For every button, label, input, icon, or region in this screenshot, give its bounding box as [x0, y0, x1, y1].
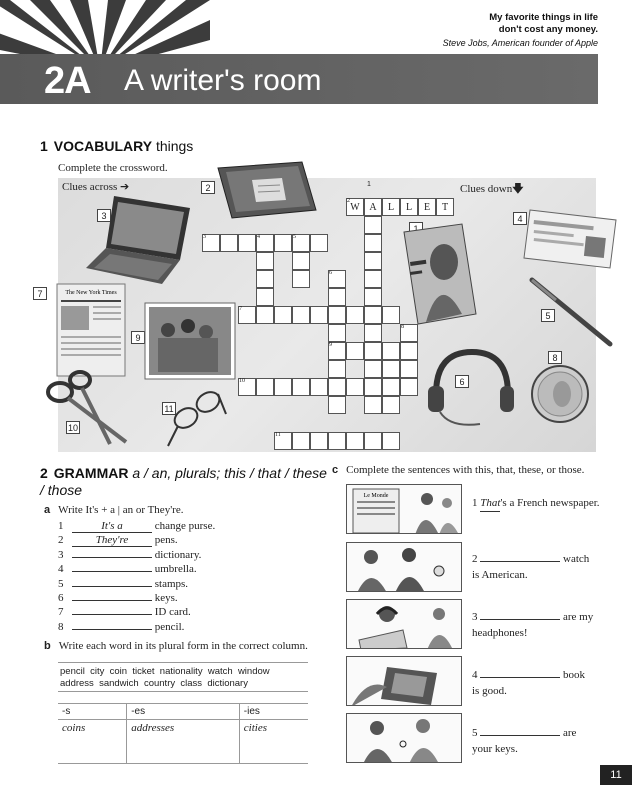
item-number: 3: [472, 611, 481, 623]
picture-tag-9: 9: [131, 331, 145, 344]
crossword-cell[interactable]: [256, 288, 274, 306]
picture-tag-7: 7: [33, 287, 47, 300]
crossword-cell[interactable]: [274, 378, 292, 396]
picture-tag-6: 6: [455, 375, 469, 388]
item-number: 5: [472, 727, 481, 739]
col-header-es: -es: [127, 704, 240, 720]
crossword-cell[interactable]: [292, 306, 310, 324]
crossword-cell[interactable]: [328, 324, 346, 342]
panel-5-keys: [346, 713, 462, 763]
crossword-cell[interactable]: [382, 360, 400, 378]
answer-blank[interactable]: It's a: [72, 520, 152, 533]
quote-line-1: My favorite things in life: [489, 12, 598, 23]
crossword-cell[interactable]: [400, 342, 418, 360]
crossword-cell-answer[interactable]: W: [346, 198, 364, 216]
wallet-picture: [212, 160, 322, 222]
crossword-clue-number: 11: [275, 432, 281, 438]
item-number: 4: [472, 669, 481, 681]
sunburst-decoration: [0, 0, 210, 60]
crossword-cell[interactable]: [238, 234, 256, 252]
item-word: umbrella.: [152, 563, 197, 576]
crossword-cell[interactable]: [382, 342, 400, 360]
example-ies: cities: [239, 720, 308, 764]
exercise-a-instruction: a Write It's + a | an or They're.: [44, 504, 184, 516]
exercise-a-item: [58, 592, 178, 604]
newspaper-picture: [55, 282, 127, 378]
item-word: pens.: [152, 534, 178, 547]
arrow-right-icon: ➔: [120, 180, 130, 193]
crossword-cell[interactable]: [382, 432, 400, 450]
unit-title: A writer's room: [124, 64, 322, 97]
item-number: 6: [58, 592, 64, 604]
crossword-cell[interactable]: [256, 306, 274, 324]
exercise-c-item: [472, 668, 612, 699]
answer-blank[interactable]: [480, 677, 560, 678]
crossword-clue-number: 5: [293, 234, 296, 240]
exercise-a-item: [58, 534, 178, 547]
sentence-text: are: [560, 727, 577, 739]
exercise-c-item: [472, 610, 612, 641]
crossword-cell[interactable]: [346, 432, 364, 450]
crossword-cell[interactable]: [364, 288, 382, 306]
newspaper-masthead: The New York Times: [65, 290, 117, 296]
item-number: 7: [58, 606, 64, 619]
sentence-text: 's a French newspaper.: [500, 497, 600, 509]
crossword-cell[interactable]: [328, 396, 346, 414]
magazine-picture: [400, 222, 478, 326]
crossword-clue-number: 6: [329, 270, 332, 276]
panel-newspaper-masthead: Le Monde: [363, 493, 389, 499]
crossword-cell[interactable]: [364, 360, 382, 378]
crossword-cell[interactable]: [400, 360, 418, 378]
sentence-text: book: [560, 669, 585, 681]
crossword-cell[interactable]: [382, 378, 400, 396]
crossword-cell[interactable]: [346, 378, 364, 396]
crossword-clue-number: 9: [329, 342, 332, 348]
crossword-cell[interactable]: [292, 252, 310, 270]
item-word: change purse.: [152, 520, 216, 532]
crossword-cell-answer[interactable]: T: [436, 198, 454, 216]
picture-tag-1: 1: [409, 222, 423, 235]
header-quote: [443, 12, 598, 49]
item-number: 5: [58, 577, 64, 590]
crossword-cell[interactable]: [256, 252, 274, 270]
grid-number-1: 1: [367, 181, 371, 188]
laptop-picture: [84, 194, 194, 286]
item-word: keys.: [152, 592, 178, 604]
answer-blank[interactable]: [480, 619, 560, 620]
crossword-cell[interactable]: [256, 270, 274, 288]
crossword-cell[interactable]: [310, 234, 328, 252]
item-number: 8: [58, 620, 64, 633]
crossword-cell[interactable]: [364, 432, 382, 450]
glasses-picture: [164, 384, 228, 448]
quote-line-2: don't cost any money.: [498, 24, 598, 35]
crossword-cell-answer[interactable]: L: [382, 198, 400, 216]
answer-blank[interactable]: [72, 557, 152, 558]
exercise-c-item: [472, 726, 612, 757]
crossword-clue-number: 8: [401, 324, 404, 330]
crossword-cell[interactable]: [292, 378, 310, 396]
crossword-cell[interactable]: [328, 360, 346, 378]
unit-number: 2A: [44, 60, 91, 102]
sentence-continuation: is good.: [472, 685, 507, 697]
sentence-continuation: your keys.: [472, 743, 518, 755]
answer-blank[interactable]: [480, 561, 560, 562]
sentence-continuation: is American.: [472, 569, 528, 581]
crossword-cell[interactable]: [382, 396, 400, 414]
quote-author: Steve Jobs, American founder of Apple: [442, 38, 598, 48]
exercise-a-item: [58, 621, 184, 633]
sentence-continuation: headphones!: [472, 627, 528, 639]
crossword-clue-number: 7: [239, 306, 242, 312]
pen-picture: [526, 274, 616, 348]
exercise-a-item: [58, 520, 215, 533]
answer-blank[interactable]: [480, 735, 560, 736]
answer-blank[interactable]: That: [480, 496, 500, 512]
id-card-picture: [522, 206, 618, 270]
crossword-cell[interactable]: [364, 306, 382, 324]
crossword-cell[interactable]: [274, 234, 292, 252]
col-header-ies: -ies: [239, 704, 308, 720]
crossword-cell[interactable]: [346, 342, 364, 360]
picture-tag-3: 3: [97, 209, 111, 222]
crossword-cell[interactable]: [364, 396, 382, 414]
unit-banner: [0, 54, 598, 104]
answer-blank[interactable]: [72, 571, 152, 572]
item-word: ID card.: [152, 606, 191, 619]
exercise-a-item: [58, 606, 191, 618]
headphones-picture: [420, 344, 516, 428]
item-number: 3: [58, 548, 64, 561]
crossword-cell[interactable]: [328, 306, 346, 324]
panel-2-watch: [346, 542, 462, 592]
item-number: 2: [58, 534, 64, 547]
crossword-cell[interactable]: [274, 306, 292, 324]
exercise-b-instruction: b Write each word in its plural form in the correct column.: [44, 640, 308, 652]
item-word: dictionary.: [152, 548, 202, 561]
sentence-text: watch: [560, 553, 590, 565]
panel-1-newspaper: [346, 484, 462, 534]
clues-down-label: Clues down🡇: [460, 182, 524, 195]
crossword-cell[interactable]: [364, 252, 382, 270]
coin-picture: [528, 362, 592, 426]
picture-tag-10: 10: [67, 423, 78, 433]
plurals-table: [58, 703, 308, 764]
crossword-cell[interactable]: [328, 432, 346, 450]
crossword-clue-number: 3: [203, 234, 206, 240]
word-bank-line-2: address sandwich country class dictionary: [60, 678, 248, 689]
scissors-picture: [40, 368, 130, 448]
crossword-cell[interactable]: [328, 288, 346, 306]
clues-across-label: Clues across ➔: [62, 180, 130, 193]
arrow-down-icon: 🡇: [512, 182, 524, 195]
item-number: 4: [58, 563, 64, 576]
item-word: stamps.: [152, 577, 189, 590]
answer-blank[interactable]: They're: [72, 534, 152, 547]
crossword-cell[interactable]: [220, 234, 238, 252]
crossword-clue-number: 10: [239, 378, 245, 384]
crossword-instruction: Complete the crossword.: [58, 162, 168, 174]
crossword-cell[interactable]: [364, 234, 382, 252]
page-number: 11: [600, 765, 632, 785]
exercise-a-item: [58, 563, 197, 575]
crossword-cell[interactable]: [346, 306, 364, 324]
exercise-c-item: [472, 496, 612, 512]
exercise-c-instruction: c Complete the sentences with this, that, these, or those.: [332, 464, 585, 476]
col-header-s: -s: [58, 704, 127, 720]
crossword-cell[interactable]: [364, 216, 382, 234]
crossword-cell[interactable]: [364, 324, 382, 342]
crossword-cell-answer[interactable]: A: [364, 198, 382, 216]
exercise-c-item: [472, 552, 612, 583]
item-number: 1: [472, 497, 481, 509]
photo-picture: [144, 302, 236, 380]
vocabulary-heading: 1 VOCABULARY things: [40, 138, 194, 154]
picture-tag-2: 2: [201, 181, 215, 194]
example-s: coins: [58, 720, 127, 764]
word-bank-line-1: pencil city coin ticket nationality watch window: [60, 666, 270, 677]
answer-blank[interactable]: [72, 586, 152, 587]
crossword-clue-number: 2: [347, 198, 350, 204]
crossword-cell-answer[interactable]: E: [418, 198, 436, 216]
crossword-cell[interactable]: [382, 306, 400, 324]
crossword-cell[interactable]: [256, 378, 274, 396]
crossword-cell[interactable]: [328, 378, 346, 396]
crossword-clue-number: 4: [257, 234, 260, 240]
crossword-cell[interactable]: [310, 306, 328, 324]
sentence-text: are my: [560, 611, 594, 623]
example-es: addresses: [127, 720, 240, 764]
picture-tag-4: 4: [513, 212, 527, 225]
answer-blank[interactable]: [72, 614, 152, 615]
crossword-cell[interactable]: [310, 378, 328, 396]
crossword-cell[interactable]: [292, 432, 310, 450]
crossword-cell[interactable]: [292, 270, 310, 288]
exercise-a-item: [58, 549, 201, 561]
panel-3-headphones: [346, 599, 462, 649]
item-word: pencil.: [152, 620, 185, 633]
crossword-cell[interactable]: [364, 342, 382, 360]
picture-tag-5: 5: [541, 309, 555, 322]
crossword-cell-answer[interactable]: L: [400, 198, 418, 216]
crossword-cell[interactable]: [400, 378, 418, 396]
picture-tag-11: 11: [162, 402, 176, 415]
picture-tag-8: 8: [548, 351, 562, 364]
item-number: 2: [472, 553, 481, 565]
exercise-a-item: [58, 578, 188, 590]
word-bank: [58, 662, 308, 692]
crossword-cell[interactable]: [364, 270, 382, 288]
crossword-cell[interactable]: [310, 432, 328, 450]
answer-blank[interactable]: [72, 629, 152, 630]
answer-blank[interactable]: [72, 600, 152, 601]
grammar-heading: 2 GRAMMAR a / an, plurals; this / that / these / those: [40, 465, 327, 498]
item-number: 1: [58, 520, 64, 532]
panel-4-book: [346, 656, 462, 706]
crossword-cell[interactable]: [364, 378, 382, 396]
